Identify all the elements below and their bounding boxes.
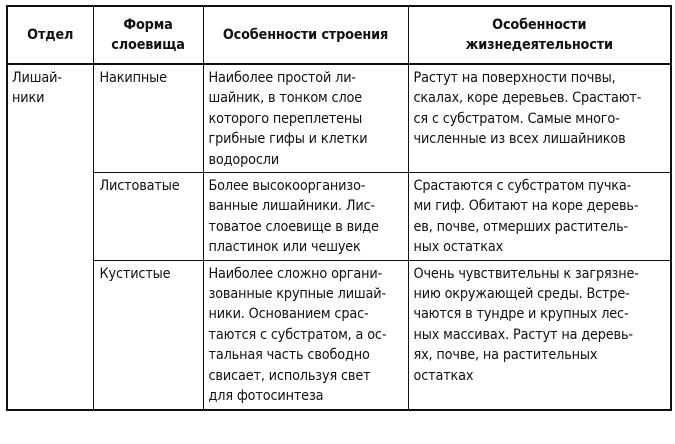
form-cell: Кустистые (93, 260, 203, 409)
table-row (7, 260, 671, 409)
form-cell: Листоватые (93, 173, 203, 261)
header-row (7, 6, 671, 64)
header-life: Особенности жизнедеятельности (408, 6, 671, 64)
header-section: Отдел (7, 6, 93, 64)
header-structure: Особенности строения (203, 6, 408, 64)
table-header (7, 6, 671, 64)
life-cell: Растут на поверхности почвы, скалах, коре деревьев. Срастают- ся с субстратом. Самые много- численные из всех лишайников (408, 64, 671, 173)
structure-cell: Наиболее сложно органи- зованные крупные лишай- ники. Основанием срас- таются с субстратом, а ос- тальная часть свободно свисает, используя свет для фотосинтеза (203, 260, 408, 409)
life-cell: Очень чувствительны к загрязне- нию окружающей среды. Встре- чаются в тундре и крупных лес- ных массивах. Растут на деревь- ях, почве, на растительных остатках (408, 260, 671, 409)
table-row (7, 64, 671, 173)
structure-cell: Наиболее простой ли- шайник, в тонком слое которого переплетены грибные гифы и клетки водоросли (203, 64, 408, 173)
life-cell: Срастаются с субстратом пучка- ми гиф. Обитают на коре деревь- ев, почве, отмерших раститель- ных остатках (408, 173, 671, 261)
lichen-table (6, 5, 672, 411)
table-row (7, 173, 671, 261)
structure-cell: Более высокоорганизо- ванные лишайники. Лис- товатое слоевище в виде пластинок или чешуек (203, 173, 408, 261)
form-cell: Накипные (93, 64, 203, 173)
table-body (7, 64, 671, 410)
section-cell: Лишай- ники (7, 64, 93, 410)
header-form: Форма слоевища (93, 6, 203, 64)
